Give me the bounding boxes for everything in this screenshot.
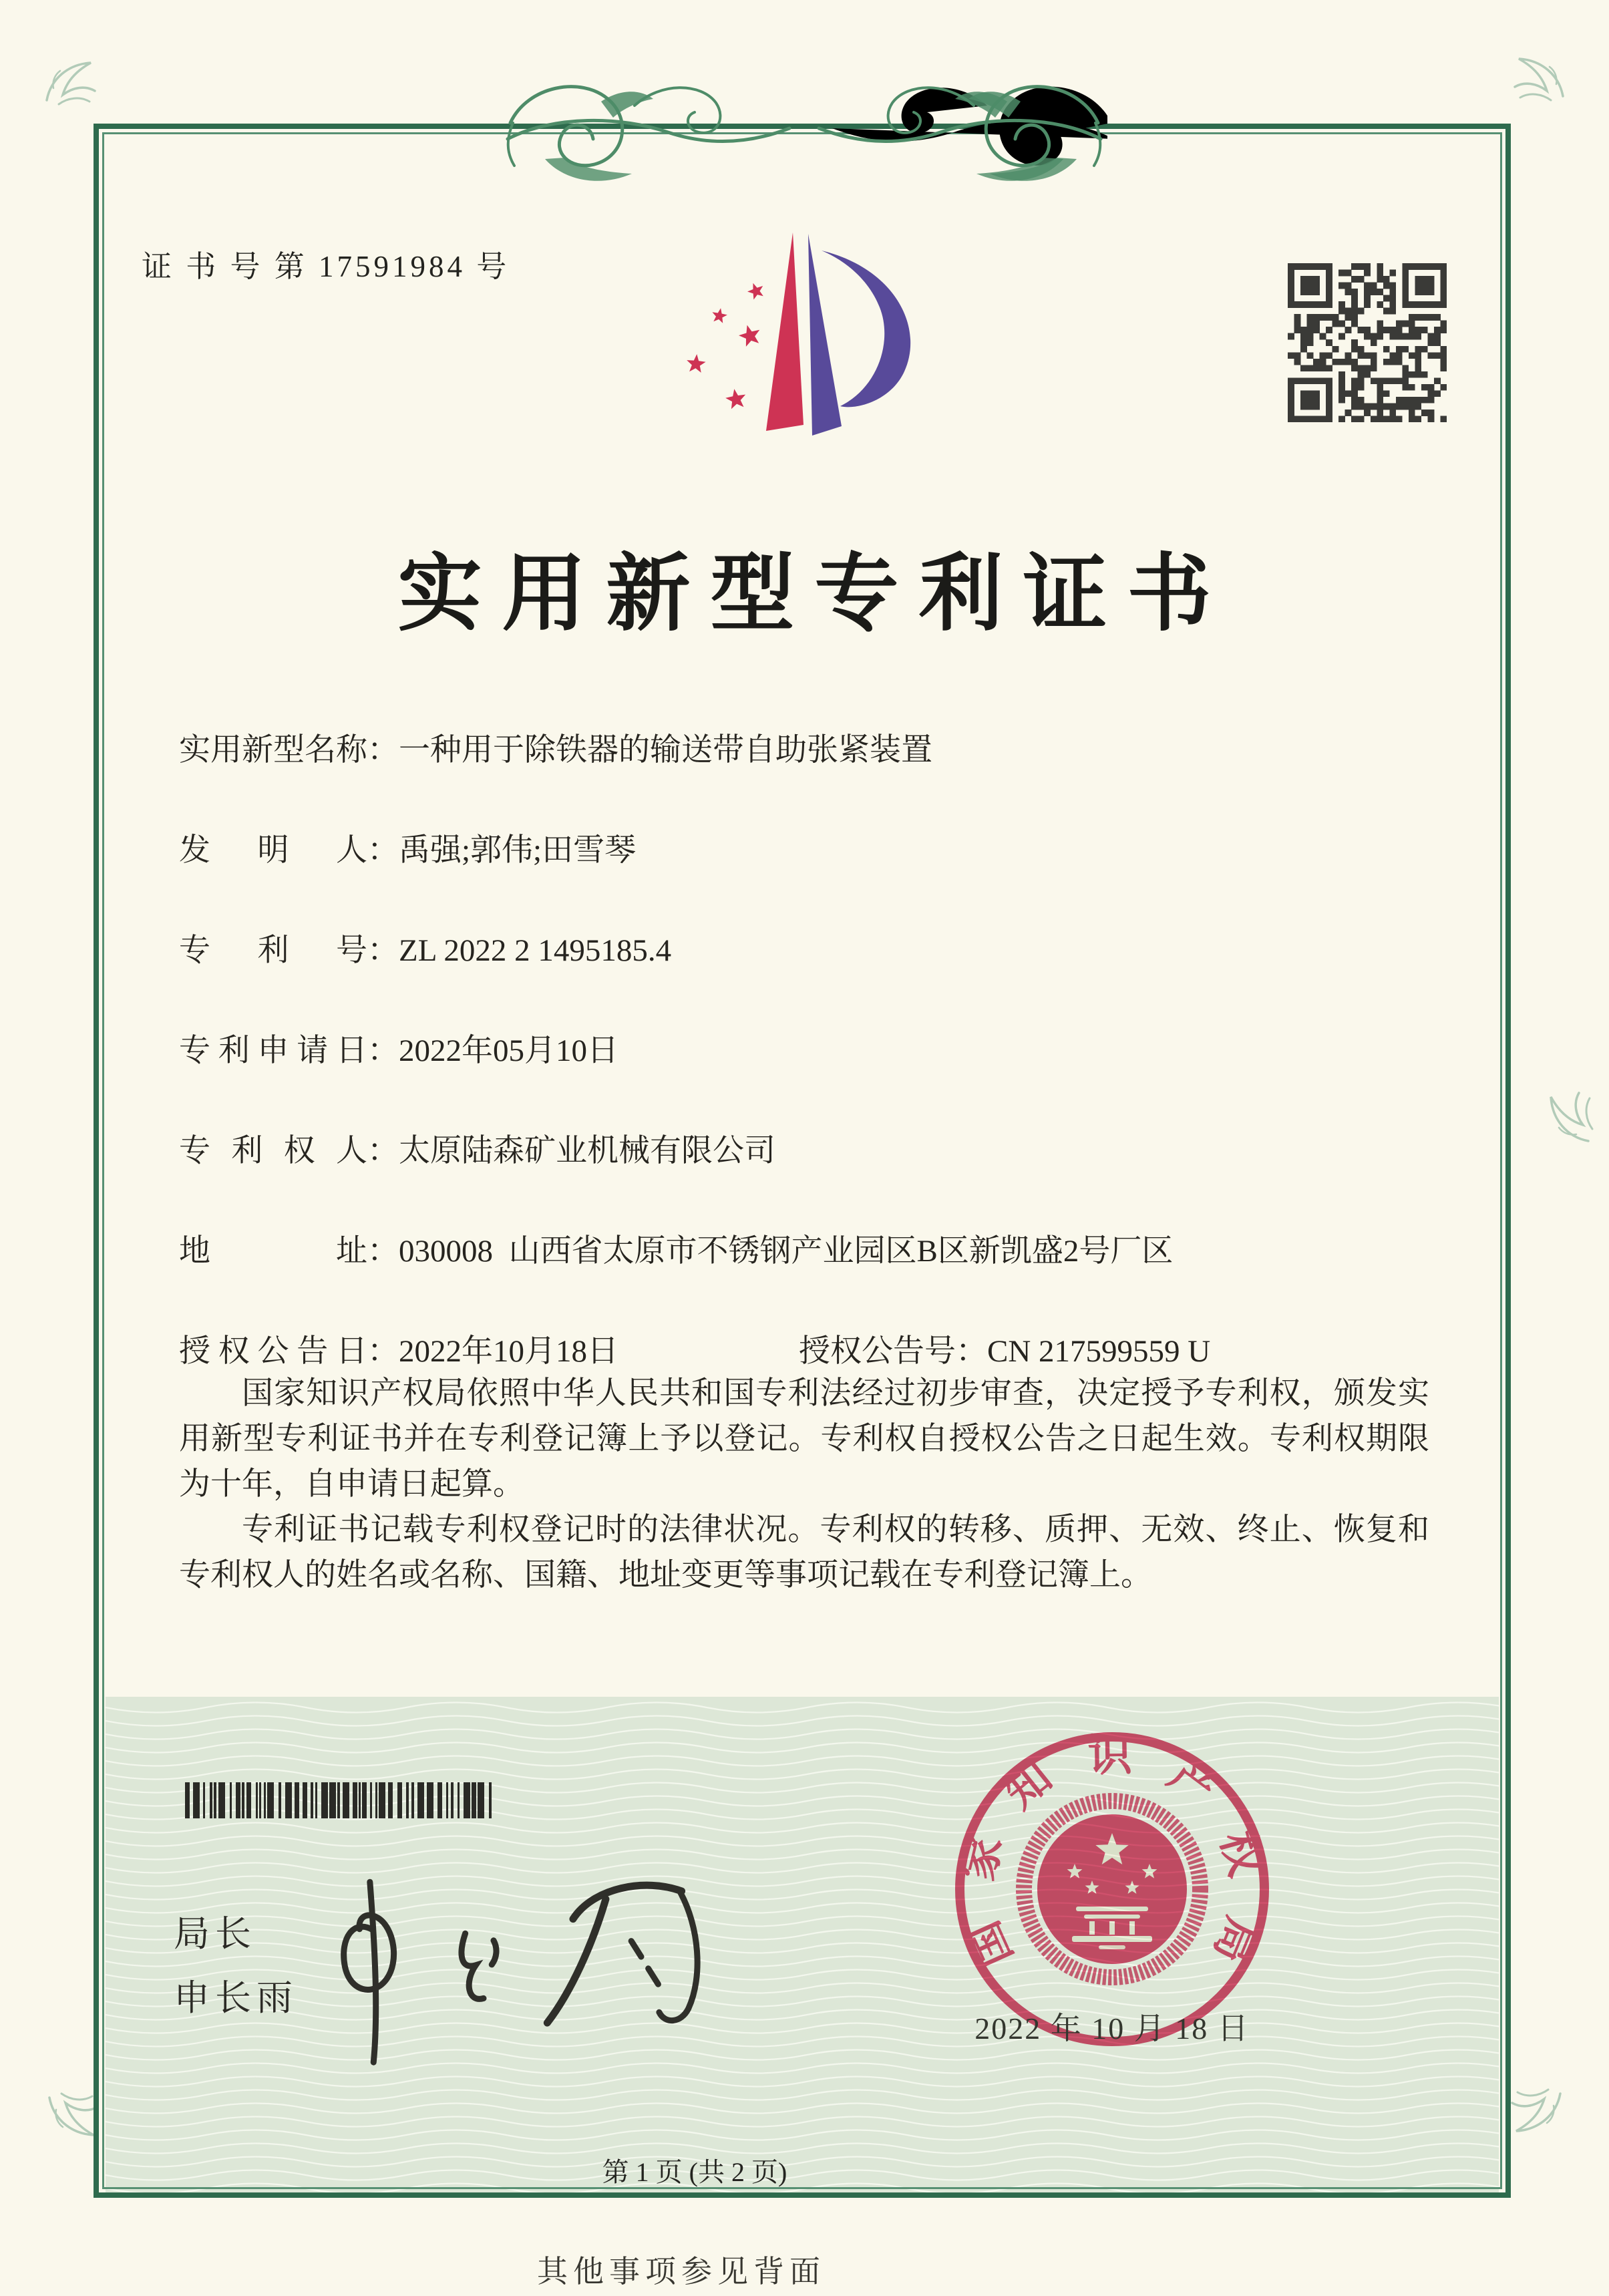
field-row-name: [179, 725, 1431, 825]
corner-sprig-icon: [1504, 44, 1571, 111]
field-value: 一种用于除铁器的输送带自助张紧装置: [399, 733, 932, 768]
legal-text-block: [179, 1371, 1429, 1598]
field-value: 2022年10月18日: [399, 1334, 618, 1369]
field-colon: ：: [956, 1334, 987, 1369]
field-row-filing-date: [179, 1025, 1431, 1126]
field-colon: ：: [367, 1234, 399, 1269]
field-row-patentee: [179, 1126, 1431, 1226]
seal-text: 国家知识产权局: [953, 1731, 1270, 1975]
national-emblem-icon: [1024, 1801, 1200, 1977]
field-colon: ：: [367, 1134, 399, 1168]
signature-icon: [290, 1836, 805, 2081]
field-value: CN 217599559 U: [987, 1334, 1211, 1369]
certificate-fields: [179, 725, 1431, 1426]
field-label: 专利权人: [179, 1134, 367, 1168]
register-paragraph: 专利证书记载专利权登记时的法律状况。专利权的转移、质押、无效、终止、恢复和专利权人的姓名或名称、国籍、地址变更等事项记载在专利登记簿上。: [179, 1512, 1429, 1593]
field-label: 实用新型名称: [179, 733, 367, 768]
certificate-title: 实用新型专利证书: [397, 548, 1232, 641]
corner-sprig-icon: [39, 48, 106, 115]
barcode: [185, 1782, 494, 1818]
seal-date: 2022 年 10 月 18 日: [974, 2011, 1250, 2045]
field-label: 专利申请日: [179, 1033, 367, 1068]
qr-code: [1288, 263, 1447, 422]
field-colon: ：: [367, 933, 399, 968]
edge-sprig-icon: [1536, 1082, 1603, 1149]
cnipa-logo-icon: [681, 227, 928, 448]
field-value: 禹强;郭伟;田雪琴: [399, 833, 637, 868]
field-colon: ：: [367, 1033, 399, 1068]
field-label: 授权公告号: [799, 1334, 956, 1369]
grant-paragraph: 国家知识产权局依照中华人民共和国专利法经过初步审查，决定授予专利权，颁发实用新型专利证书并在专利登记簿上予以登记。专利权自授权公告之日起生效。专利权期限为十年，自申请日起算。: [179, 1376, 1429, 1502]
back-note: 其他事项参见背面: [537, 2255, 826, 2289]
field-label: 地址: [179, 1234, 367, 1269]
field-colon: ：: [367, 833, 399, 868]
field-label: 发明人: [179, 833, 367, 868]
field-row-address: [179, 1226, 1431, 1326]
corner-sprig-icon: [1501, 2079, 1568, 2146]
field-colon: ：: [367, 733, 399, 768]
field-colon: ：: [367, 1334, 399, 1369]
field-label: 授权公告日: [179, 1334, 367, 1369]
field-row-inventors: [179, 825, 1431, 925]
field-row-patent-number: [179, 925, 1431, 1025]
field-label: 专利号: [179, 933, 367, 968]
top-scroll-ornament-icon: [501, 59, 1107, 212]
field-value: 030008 山西省太原市不锈钢产业园区B区新凯盛2号厂区: [399, 1234, 1174, 1269]
page-indicator: 第 1 页 (共 2 页): [602, 2157, 787, 2187]
field-value: ZL 2022 2 1495185.4: [399, 933, 672, 968]
field-value: 太原陆森矿业机械有限公司: [399, 1134, 775, 1168]
certificate-number: 证 书 号 第 17591984 号: [142, 250, 510, 283]
signer-name: 申长雨: [174, 1978, 298, 2018]
corner-sprig-icon: [41, 2083, 108, 2150]
signer-title: 局长: [174, 1914, 256, 1954]
field-value: 2022年05月10日: [399, 1033, 618, 1068]
